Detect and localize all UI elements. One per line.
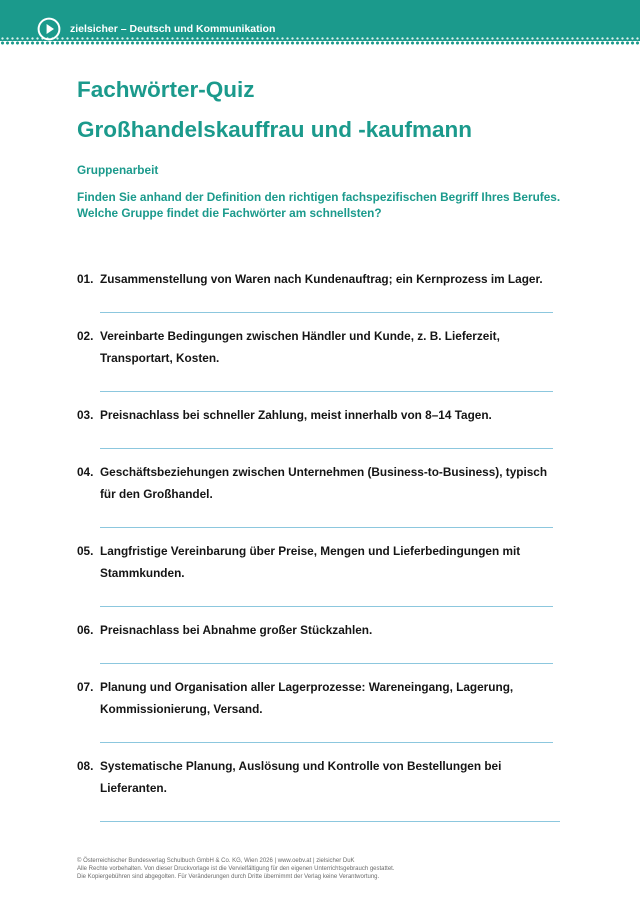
- question-text-line: Langfristige Vereinbarung über Preise, Mengen und Lieferbedingungen mit: [100, 544, 521, 558]
- page-subtitle: Großhandelskauffrau und -kaufmann: [77, 117, 473, 142]
- page-title: Fachwörter-Quiz: [77, 77, 255, 102]
- question-item: [0, 528, 640, 607]
- question-text: [100, 619, 372, 641]
- question-item: [0, 256, 640, 313]
- question-item: [0, 607, 640, 664]
- question-row: [0, 540, 640, 584]
- header-dotted-fringe: [0, 41, 640, 47]
- question-text: [100, 540, 520, 584]
- question-text-line: Preisnachlass bei schneller Zahlung, meist innerhalb von 8–14 Tagen.: [100, 408, 492, 422]
- question-number: 02.: [77, 329, 94, 343]
- instruction-line: Finden Sie anhand der Definition den richtigen fachspezifischen Begriff Ihres Berufes.: [77, 190, 561, 204]
- task-instructions: [77, 189, 560, 221]
- instruction-line: Welche Gruppe findet die Fachwörter am schnellsten?: [77, 206, 382, 220]
- question-text: [100, 755, 501, 799]
- question-text-line: Kommissionierung, Versand.: [100, 702, 263, 716]
- question-row: [0, 325, 640, 369]
- footer-line: Die Kopiergebühren sind abgegolten. Für Veränderungen durch Dritte übernimmt der Verlag keine Verantwortung.: [77, 874, 380, 880]
- question-item: [0, 664, 640, 743]
- question-number: 07.: [77, 680, 94, 694]
- question-text: [100, 404, 492, 426]
- question-item: [0, 313, 640, 392]
- task-type-label: Gruppenarbeit: [77, 163, 159, 177]
- question-text: [100, 325, 500, 369]
- question-number: 06.: [77, 623, 94, 637]
- question-number: 04.: [77, 465, 94, 479]
- question-item: [0, 743, 640, 822]
- question-row: [0, 461, 640, 505]
- question-number: 03.: [77, 408, 94, 422]
- question-text-line: Vereinbarte Bedingungen zwischen Händler und Kunde, z. B. Lieferzeit,: [100, 329, 500, 343]
- answer-line: [100, 821, 560, 822]
- brand-title: zielsicher – Deutsch und Kommunikation: [70, 23, 276, 35]
- question-row: [0, 404, 640, 426]
- question-text-line: Stammkunden.: [100, 566, 185, 580]
- question-row: [0, 755, 640, 799]
- question-text: [100, 676, 513, 720]
- question-text-line: Planung und Organisation aller Lagerprozesse: Wareneingang, Lagerung,: [100, 680, 514, 694]
- question-number: 08.: [77, 759, 94, 773]
- copyright-footer: [77, 857, 395, 881]
- question-item: [0, 392, 640, 449]
- question-row: [0, 619, 640, 641]
- question-text-line: Transportart, Kosten.: [100, 351, 220, 365]
- question-text-line: Preisnachlass bei Abnahme großer Stückzahlen.: [100, 623, 373, 637]
- footer-line: Alle Rechte vorbehalten. Von dieser Druckvorlage ist die Vervielfältigung für den eigenen Unterrichtsgebrauch gestattet.: [77, 866, 395, 872]
- question-item: [0, 449, 640, 528]
- play-circle-icon-graphic: [37, 17, 61, 41]
- footer-line: © Österreichischer Bundesverlag Schulbuch GmbH & Co. KG, Wien 2026 | www.oebv.at | zielsicher DuK: [77, 858, 355, 864]
- play-circle-icon: [37, 17, 61, 41]
- question-text-line: Systematische Planung, Auslösung und Kontrolle von Bestellungen bei: [100, 759, 502, 773]
- question-text: [100, 268, 543, 290]
- question-list: [0, 256, 640, 822]
- question-row: [0, 676, 640, 720]
- question-row: [0, 268, 640, 290]
- question-number: 05.: [77, 544, 94, 558]
- question-text-line: für den Großhandel.: [100, 487, 213, 501]
- question-text-line: Lieferanten.: [100, 781, 167, 795]
- question-text: [100, 461, 547, 505]
- question-text-line: Geschäftsbeziehungen zwischen Unternehmen (Business-to-Business), typisch: [100, 465, 548, 479]
- question-text-line: Zusammenstellung von Waren nach Kundenauftrag; ein Kernprozess im Lager.: [100, 272, 543, 286]
- question-number: 01.: [77, 272, 94, 286]
